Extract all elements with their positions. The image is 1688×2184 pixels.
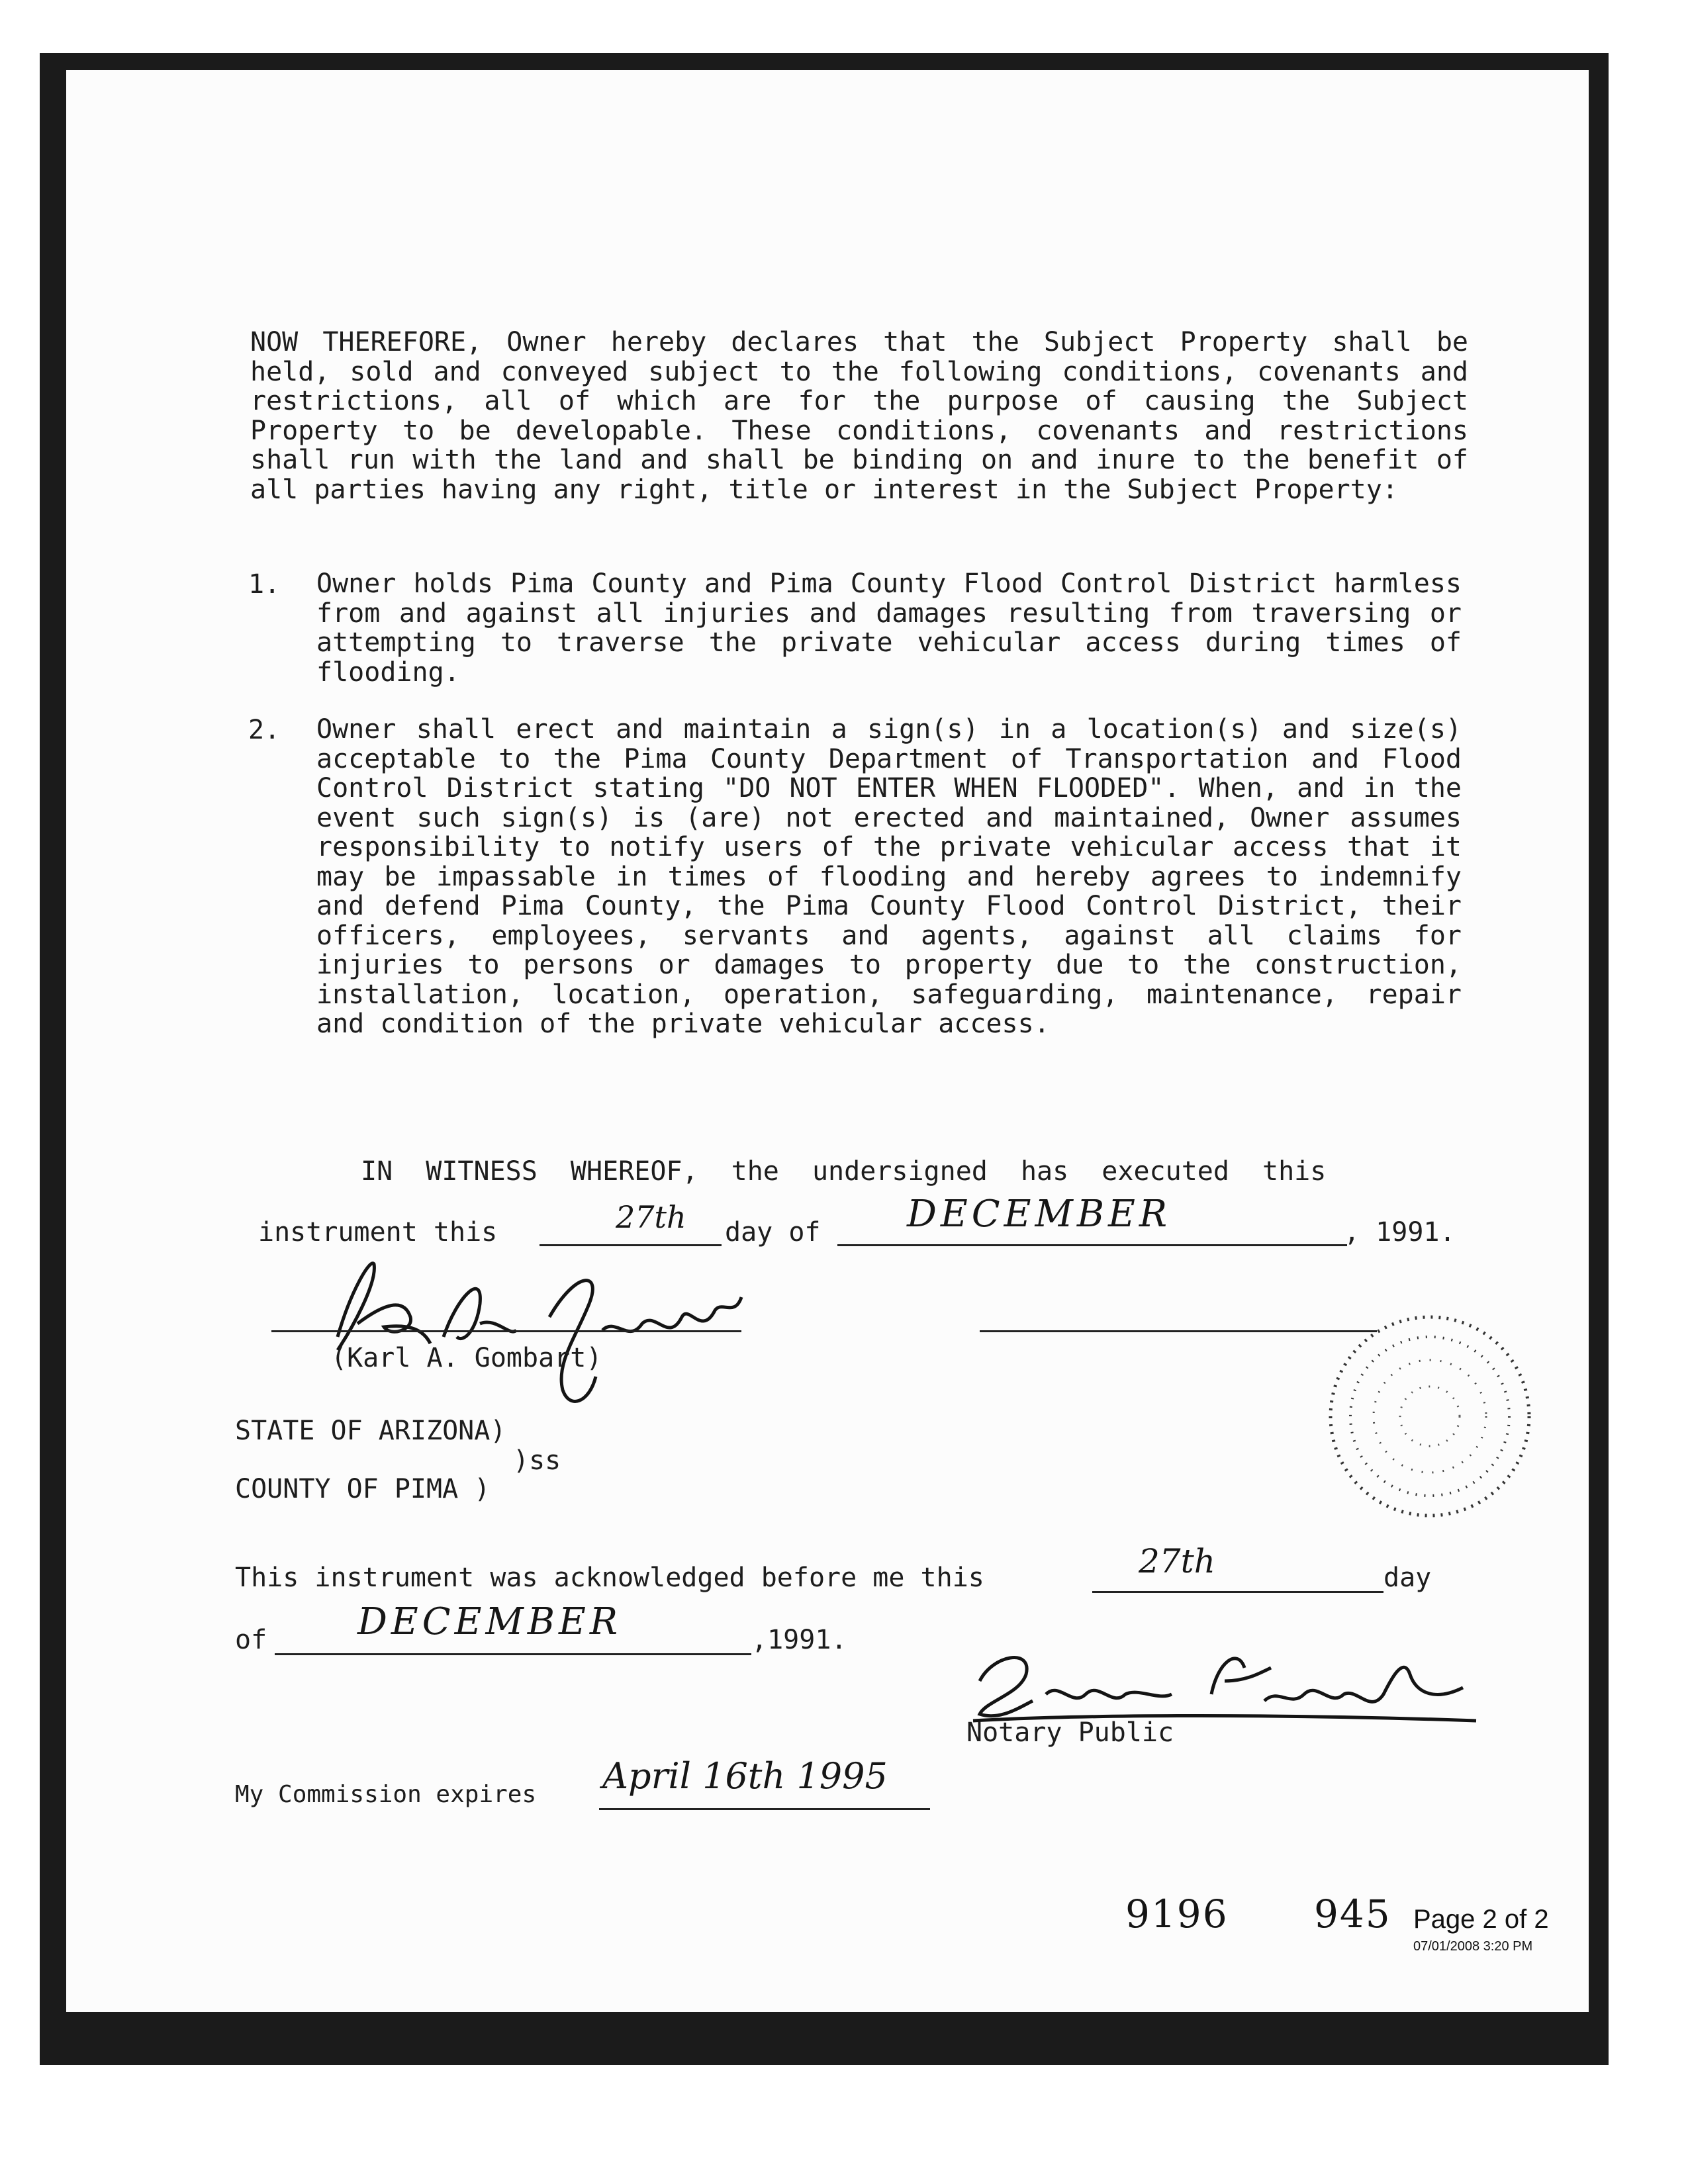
commission-blank-line	[599, 1808, 930, 1810]
signer-name: (Karl A. Gombart)	[331, 1343, 602, 1373]
item-number-1: 1.	[248, 569, 281, 600]
owner-signature	[311, 1244, 761, 1430]
book-number: 9196	[1125, 1891, 1229, 1936]
ack-day-label: day	[1383, 1563, 1432, 1593]
notary-public-label: Notary Public	[966, 1717, 1174, 1748]
ack-year: ,1991.	[751, 1625, 847, 1655]
county-label: COUNTY OF PIMA )	[235, 1474, 491, 1504]
ack-day-blank-line	[1092, 1591, 1383, 1593]
page-label: Page 2 of 2	[1413, 1905, 1549, 1934]
notary-seal	[1291, 1277, 1556, 1542]
year-suffix: , 1991.	[1344, 1217, 1456, 1248]
ack-month-blank-line	[275, 1653, 751, 1655]
timestamp: 07/01/2008 3:20 PM	[1413, 1939, 1533, 1954]
owner-signature-line	[271, 1330, 741, 1332]
month-blank-line	[837, 1244, 1347, 1246]
handwritten-ack-month: DECEMBER	[357, 1600, 622, 1643]
commission-prefix: My Commission expires	[235, 1781, 537, 1808]
handwritten-month: DECEMBER	[907, 1193, 1172, 1236]
ss-label: )ss	[513, 1445, 561, 1476]
day-of-label: day of	[725, 1217, 821, 1248]
item-text-1: Owner holds Pima County and Pima County Flood Control District harmless from and against all injuries and damages resulting from traversing or attempting to traverse the private vehicular access during times of flooding.	[316, 569, 1462, 688]
handwritten-day: 27th	[616, 1199, 686, 1235]
acknowledgment-prefix: This instrument was acknowledged before me this	[235, 1563, 984, 1593]
handwritten-ack-day: 27th	[1139, 1542, 1215, 1580]
item-text-2: Owner shall erect and maintain a sign(s) in a location(s) and size(s) acceptable to the Pima County Department of Transportation and Flood Control District stating "DO NOT ENTER WHEN FLOODED". When, and in the event such sign(s) is (are) not erected and maintained, Owner assumes responsibility to notify users of the private vehicular access that it may be impassable in times of flooding and hereby agrees to indemnify and defend Pima County, the Pima County Flood Control District, their officers, employees, servants and agents, against all claims for injuries to persons or damages to property due to the construction, installation, location, operation, safeguarding, maintenance, repair and condition of the private vehicular access.	[316, 714, 1462, 1039]
of-prefix: of	[235, 1625, 267, 1655]
item-number-2: 2.	[248, 715, 281, 745]
page-number: 945	[1314, 1891, 1391, 1936]
state-label: STATE OF ARIZONA)	[235, 1416, 506, 1446]
intro-paragraph: NOW THEREFORE, Owner hereby declares that the Subject Property shall be held, sold and conveyed subject to the following conditions, covenants and restrictions, all of which are for the purpose of causing the Subject Property to be developable. These conditions, covenants and restrictions shall run with the land and shall be binding on and inure to the benefit of all parties having any right, title or interest in the Subject Property:	[250, 327, 1468, 505]
instrument-prefix: instrument this	[258, 1217, 498, 1248]
handwritten-commission-date: April 16th 1995	[602, 1755, 888, 1797]
witness-line: IN WITNESS WHEREOF, the undersigned has executed this	[361, 1156, 1327, 1187]
